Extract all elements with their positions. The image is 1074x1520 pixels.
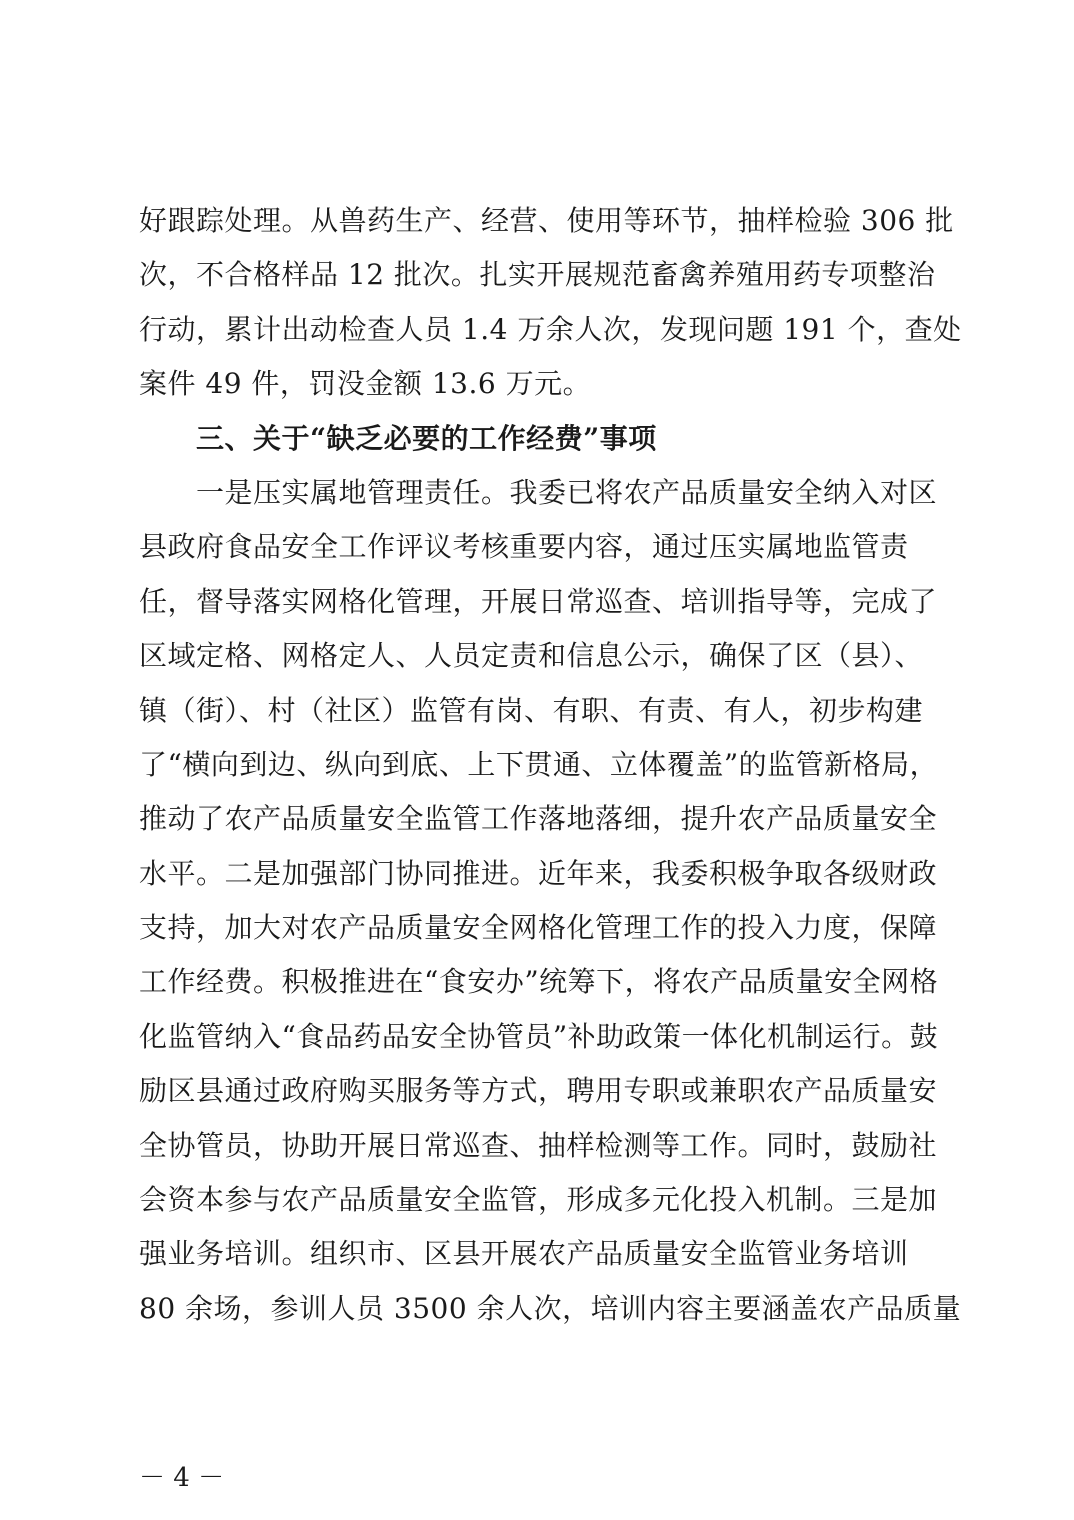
text-line: 好跟踪处理。从兽药生产、经营、使用等环节，抽样检验 306 批 [139,204,954,237]
text-line: 案件 49 件，罚没金额 13.6 万元。 [139,367,592,401]
text-line: 水平。二是加强部门协同推进。近年来，我委积极争取各级财政 [139,856,938,890]
text-line: 支持，加大对农产品质量安全网格化管理工作的投入力度，保障 [139,911,938,945]
text-line: 工作经费。积极推进在“食安办”统筹下，将农产品质量安全网格 [139,965,939,999]
body-text [139,194,962,1336]
text-line: 推动了农产品质量安全监管工作落地落细，提升农产品质量安全 [139,802,938,836]
text-line: 励区县通过政府购买服务等方式，聘用专职或兼职农产品质量安 [139,1074,938,1108]
section-heading: 三、关于“缺乏必要的工作经费”事项 [139,421,657,455]
text-line: 镇（街）、村（社区）监管有岗、有职、有责、有人，初步构建 [139,693,924,727]
text-line: 会资本参与农产品质量安全监管，形成多元化投入机制。三是加 [139,1183,938,1217]
text-line: 全协管员，协助开展日常巡查、抽样检测等工作。同时，鼓励社 [139,1128,938,1162]
text-line: 任，督导落实网格化管理，开展日常巡查、培训指导等，完成了 [139,584,938,618]
text-line: 次，不合格样品 12 批次。扎实开展规范畜禽养殖用药专项整治 [139,258,936,292]
text-line: 行动，累计出动检查人员 1.4 万余人次，发现问题 191 个，查处 [139,312,962,346]
text-line: 县政府食品安全工作评议考核重要内容，通过压实属地监管责 [139,530,909,564]
text-line: 强业务培训。组织市、区县开展农产品质量安全监管业务培训 [139,1237,909,1271]
text-line: 了“横向到边、纵向到底、上下贯通、立体覆盖”的监管新格局， [139,747,939,781]
text-line: 一是压实属地管理责任。我委已将农产品质量安全纳入对区 [139,475,938,509]
page-number: － 4 － [139,1463,225,1493]
text-line: 化监管纳入“食品药品安全协管员”补助政策一体化机制运行。鼓 [139,1019,939,1053]
text-line: 80 余场，参训人员 3500 余人次，培训内容主要涵盖农产品质量 [139,1291,962,1325]
text-line: 区域定格、网格定人、人员定责和信息公示，确保了区（县）、 [139,639,924,673]
